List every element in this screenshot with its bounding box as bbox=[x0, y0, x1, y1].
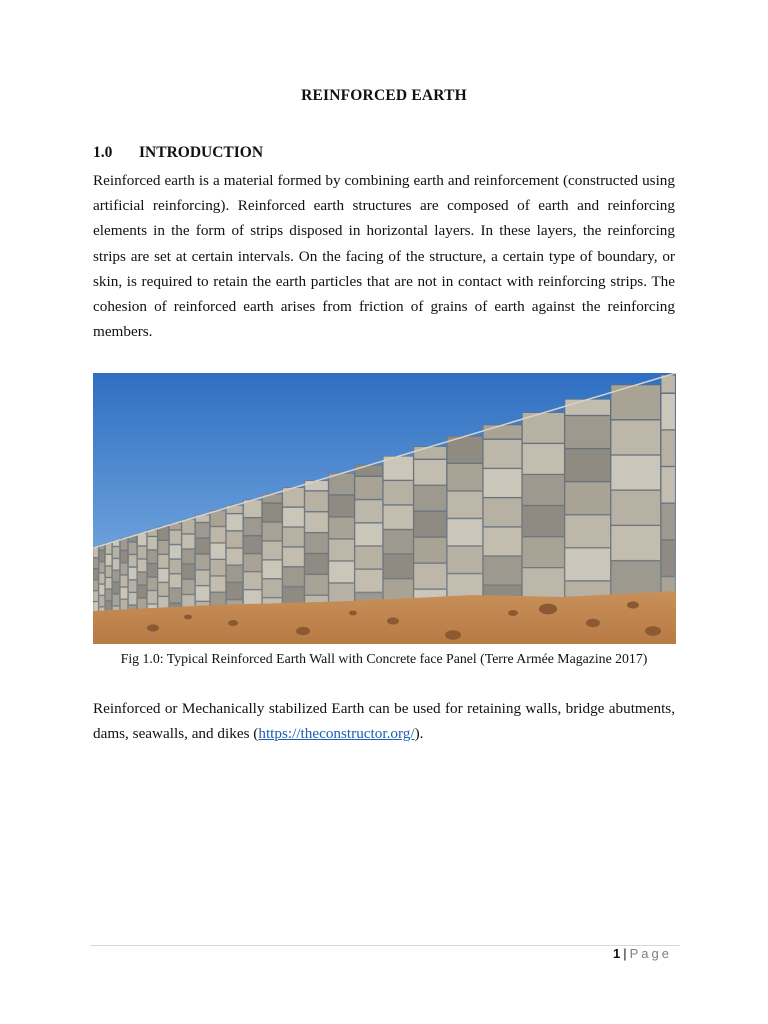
rock bbox=[508, 610, 518, 616]
wall-panel bbox=[120, 563, 128, 574]
wall-panel bbox=[196, 523, 210, 538]
wall-panel bbox=[170, 574, 182, 588]
wall-panel bbox=[196, 570, 210, 585]
wall-panel bbox=[129, 542, 137, 554]
rock bbox=[228, 620, 238, 626]
wall-panel bbox=[565, 482, 610, 514]
wall-panel bbox=[262, 504, 282, 522]
usage-text-end: ). bbox=[414, 725, 424, 743]
wall-panel bbox=[182, 534, 195, 548]
wall-panel bbox=[283, 567, 304, 586]
section-number: 1.0 bbox=[93, 144, 113, 161]
wall-panel bbox=[93, 602, 98, 612]
wall-panel bbox=[611, 491, 660, 525]
wall-panel bbox=[355, 465, 383, 476]
figure-caption: Fig 1.0: Typical Reinforced Earth Wall with Concrete face Panel (Terre Armée Magazine 2017) bbox=[120, 651, 648, 666]
wall-panel bbox=[305, 575, 328, 595]
wall-panel bbox=[170, 530, 182, 544]
wall-panel bbox=[305, 481, 328, 491]
wall-panel bbox=[447, 546, 482, 573]
wall-panel bbox=[329, 495, 354, 516]
wall-panel bbox=[483, 440, 521, 468]
page-footer bbox=[613, 946, 672, 961]
wall-panel bbox=[106, 543, 112, 554]
wall-panel bbox=[383, 555, 413, 579]
wall-panel bbox=[226, 548, 243, 564]
wall-panel bbox=[483, 469, 521, 497]
wall-panel bbox=[129, 555, 137, 567]
wall-panel bbox=[447, 464, 482, 491]
wall-panel bbox=[93, 558, 98, 568]
wall-panel bbox=[447, 519, 482, 546]
intro-paragraph: Reinforced earth is a material formed by combining earth and reinforcement (constructed using artificial reinforcing). Reinforced earth structures are composed of earth and reinforcing elements in the form of strips disposed in horizontal layers. In these layers, the reinforcing strips are set at certain intervals. On the facing of the structure, a certain type of boundary, or skin, is required to retain the earth particles that are not in contact with reinforcing strips. The cohesion of reinforced earth arises from friction of grains of earth against the reinforcing members. bbox=[93, 172, 675, 341]
wall-panel bbox=[196, 554, 210, 569]
wall-panel bbox=[226, 566, 243, 582]
wall-panel bbox=[661, 540, 675, 576]
wall-panel bbox=[196, 539, 210, 554]
wall-panel bbox=[262, 541, 282, 559]
rock bbox=[387, 617, 399, 624]
wall-panel bbox=[147, 537, 157, 550]
wall-panel bbox=[661, 504, 675, 540]
wall-panel bbox=[226, 514, 243, 530]
wall-panel bbox=[99, 551, 105, 561]
wall-panel bbox=[147, 591, 157, 604]
page-number: 1 bbox=[613, 946, 621, 961]
wall-panel bbox=[138, 585, 147, 597]
wall-panel bbox=[262, 560, 282, 578]
section-title: INTRODUCTION bbox=[139, 144, 264, 161]
wall-panel bbox=[147, 564, 157, 577]
wall-panel bbox=[414, 512, 447, 537]
wall-panel bbox=[93, 591, 98, 601]
wall-panel bbox=[414, 564, 447, 589]
wall-panel bbox=[329, 539, 354, 560]
wall-panel bbox=[611, 561, 660, 595]
wall-panel bbox=[262, 494, 282, 503]
wall-panel bbox=[383, 505, 413, 529]
wall-panel bbox=[565, 548, 610, 580]
wall-panel bbox=[611, 526, 660, 560]
wall-panel bbox=[305, 533, 328, 553]
wall-panel bbox=[262, 579, 282, 597]
wall-panel bbox=[158, 541, 169, 554]
wall-panel bbox=[262, 522, 282, 540]
wall-panel bbox=[661, 375, 675, 393]
wall-panel bbox=[182, 550, 195, 564]
wall-panel bbox=[329, 517, 354, 538]
wall-panel bbox=[611, 420, 660, 454]
wall-panel bbox=[565, 449, 610, 481]
wall-panel bbox=[106, 566, 112, 577]
wall-panel bbox=[158, 583, 169, 596]
wall-panel bbox=[120, 551, 128, 562]
wall-panel bbox=[244, 536, 262, 553]
wall-panel bbox=[106, 555, 112, 566]
wall-panel bbox=[661, 394, 675, 430]
wall-panel bbox=[483, 425, 521, 439]
wall-panel bbox=[565, 515, 610, 547]
wall-panel bbox=[93, 569, 98, 579]
wall-panel bbox=[414, 486, 447, 511]
wall-panel bbox=[355, 570, 383, 592]
wall-panel bbox=[113, 583, 120, 594]
wall-panel bbox=[226, 531, 243, 547]
reference-link[interactable]: https://theconstructor.org/ bbox=[258, 725, 415, 743]
wall-panel bbox=[305, 512, 328, 532]
wall-panel bbox=[210, 527, 225, 543]
wall-panel bbox=[138, 572, 147, 584]
wall-panel bbox=[113, 559, 120, 570]
wall-panel bbox=[447, 491, 482, 518]
rock bbox=[539, 604, 557, 615]
wall-panel bbox=[661, 467, 675, 503]
wall-panel bbox=[244, 572, 262, 589]
wall-panel bbox=[355, 523, 383, 545]
wall-panel bbox=[483, 527, 521, 555]
rock bbox=[627, 601, 639, 608]
page-separator: | bbox=[623, 946, 627, 961]
wall-panel bbox=[120, 539, 128, 550]
wall-panel bbox=[182, 565, 195, 579]
wall-panel bbox=[523, 444, 565, 474]
wall-panel bbox=[113, 547, 120, 558]
wall-panel bbox=[138, 546, 147, 558]
wall-panel bbox=[661, 430, 675, 466]
document-title: REINFORCED EARTH bbox=[301, 87, 467, 104]
wall-panel bbox=[565, 416, 610, 448]
wall-panel bbox=[210, 576, 225, 592]
wall-panel bbox=[170, 545, 182, 559]
wall-panel bbox=[244, 518, 262, 535]
wall-panel bbox=[158, 555, 169, 568]
reinforced-earth-wall-photo bbox=[93, 373, 676, 644]
wall-panel bbox=[483, 498, 521, 526]
wall-panel bbox=[129, 568, 137, 580]
wall-panel bbox=[329, 561, 354, 582]
rock bbox=[296, 627, 310, 635]
wall-panel bbox=[355, 500, 383, 522]
wall-panel bbox=[129, 593, 137, 605]
wall-panel bbox=[138, 559, 147, 571]
wall-panel bbox=[414, 447, 447, 459]
wall-panel bbox=[93, 547, 98, 557]
wall-panel bbox=[355, 477, 383, 499]
wall-panel bbox=[226, 583, 243, 599]
wall-panel bbox=[170, 560, 182, 574]
wall-panel bbox=[305, 491, 328, 511]
wall-panel bbox=[283, 547, 304, 566]
wall-panel bbox=[182, 580, 195, 594]
wall-panel bbox=[99, 573, 105, 583]
rock bbox=[184, 615, 192, 620]
wall-panel bbox=[244, 554, 262, 571]
wall-panel bbox=[523, 568, 565, 598]
wall-panel bbox=[106, 589, 112, 600]
usage-paragraph bbox=[93, 696, 675, 746]
rock bbox=[147, 624, 159, 631]
wall-panel bbox=[106, 578, 112, 589]
wall-panel bbox=[383, 530, 413, 554]
page-label: Page bbox=[629, 946, 672, 961]
wall-panel bbox=[113, 571, 120, 582]
wall-panel bbox=[283, 508, 304, 527]
wall-panel bbox=[138, 533, 147, 545]
footer-divider bbox=[90, 945, 680, 946]
rock bbox=[586, 619, 600, 627]
wall-panel bbox=[383, 481, 413, 505]
wall-panel bbox=[283, 527, 304, 546]
wall-panel bbox=[147, 577, 157, 590]
wall-panel bbox=[129, 580, 137, 592]
wall-panel bbox=[99, 562, 105, 572]
usage-text: Reinforced or Mechanically stabilized Earth can be used for retaining walls, bridge abutments, dams, seawalls, and dikes ( bbox=[93, 700, 675, 743]
wall-panel bbox=[93, 580, 98, 590]
wall-panel bbox=[99, 585, 105, 595]
wall-panel bbox=[147, 550, 157, 563]
wall-panel bbox=[158, 569, 169, 582]
wall-panel bbox=[523, 537, 565, 567]
wall-panel bbox=[565, 399, 610, 415]
wall-panel bbox=[523, 506, 565, 536]
wall-panel bbox=[611, 455, 660, 489]
wall-panel bbox=[210, 543, 225, 559]
wall-panel bbox=[414, 460, 447, 485]
rock bbox=[445, 630, 461, 640]
wall-panel bbox=[523, 475, 565, 505]
wall-panel bbox=[414, 538, 447, 563]
wall-panel bbox=[210, 560, 225, 576]
wall-panel bbox=[99, 596, 105, 606]
wall-panel bbox=[483, 557, 521, 585]
wall-panel bbox=[120, 588, 128, 599]
rock bbox=[645, 626, 661, 636]
wall-panel bbox=[113, 595, 120, 606]
wall-panel bbox=[355, 546, 383, 568]
wall-panel bbox=[305, 554, 328, 574]
wall-panel bbox=[120, 575, 128, 586]
wall-panel bbox=[565, 581, 610, 597]
rock bbox=[349, 611, 357, 616]
wall-panel bbox=[170, 589, 182, 603]
wall-panel bbox=[196, 586, 210, 601]
section-heading bbox=[93, 144, 263, 162]
